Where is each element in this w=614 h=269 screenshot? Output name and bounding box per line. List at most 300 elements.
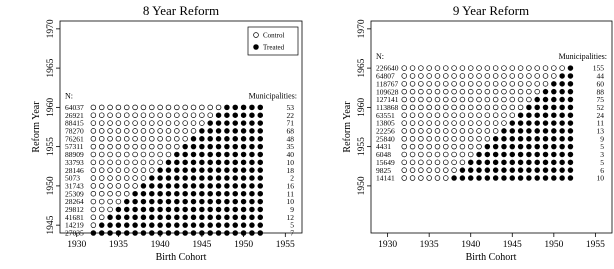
control-point bbox=[460, 144, 465, 149]
control-point bbox=[402, 121, 407, 126]
control-point bbox=[452, 160, 457, 165]
treated-point bbox=[199, 207, 204, 212]
treated-point bbox=[468, 176, 473, 181]
control-point bbox=[149, 105, 154, 110]
control-point bbox=[418, 89, 423, 94]
treated-point bbox=[568, 144, 573, 149]
control-point bbox=[191, 121, 196, 126]
municipalities-label: 2 bbox=[290, 173, 294, 183]
control-point bbox=[133, 183, 138, 188]
treated-point bbox=[551, 168, 556, 173]
control-point bbox=[493, 129, 498, 134]
control-point bbox=[452, 113, 457, 118]
treated-point bbox=[224, 129, 229, 134]
municipalities-label: 16 bbox=[286, 181, 294, 191]
treated-point bbox=[568, 129, 573, 134]
treated-point bbox=[233, 223, 238, 228]
control-point bbox=[485, 121, 490, 126]
treated-point bbox=[518, 168, 523, 173]
treated-point bbox=[224, 136, 229, 141]
control-point bbox=[543, 74, 548, 79]
treated-point bbox=[241, 113, 246, 118]
treated-point bbox=[158, 191, 163, 196]
control-point bbox=[418, 113, 423, 118]
treated-point bbox=[124, 207, 129, 212]
treated-point bbox=[133, 223, 138, 228]
control-point bbox=[158, 144, 163, 149]
control-point bbox=[91, 176, 96, 181]
control-point bbox=[427, 97, 432, 102]
treated-point bbox=[535, 113, 540, 118]
control-point bbox=[402, 74, 407, 79]
control-point bbox=[402, 105, 407, 110]
control-point bbox=[443, 74, 448, 79]
control-point bbox=[502, 105, 507, 110]
treated-point bbox=[208, 176, 213, 181]
treated-point bbox=[216, 223, 221, 228]
treated-point bbox=[568, 152, 573, 157]
control-point bbox=[452, 121, 457, 126]
treated-point bbox=[208, 121, 213, 126]
control-point bbox=[468, 97, 473, 102]
x-tick-label: 1930 bbox=[378, 240, 398, 250]
treated-point bbox=[560, 74, 565, 79]
control-point bbox=[435, 144, 440, 149]
n-label: 88415 bbox=[65, 118, 84, 128]
treated-point bbox=[535, 160, 540, 165]
control-point bbox=[124, 105, 129, 110]
treated-point bbox=[568, 176, 573, 181]
treated-point bbox=[460, 168, 465, 173]
control-point bbox=[91, 160, 96, 165]
x-tick-label: 1945 bbox=[502, 240, 522, 250]
treated-point bbox=[199, 191, 204, 196]
treated-point bbox=[250, 160, 255, 165]
municipalities-label: 68 bbox=[286, 126, 294, 136]
treated-point bbox=[141, 199, 146, 204]
control-point bbox=[99, 207, 104, 212]
treated-point bbox=[460, 176, 465, 181]
control-point bbox=[108, 176, 113, 181]
control-point bbox=[485, 129, 490, 134]
y-axis-label: Reform Year bbox=[342, 101, 353, 153]
control-point bbox=[485, 136, 490, 141]
control-point bbox=[477, 129, 482, 134]
treated-point bbox=[224, 215, 229, 220]
treated-point bbox=[174, 223, 179, 228]
control-point bbox=[477, 89, 482, 94]
treated-point bbox=[216, 152, 221, 157]
control-point bbox=[535, 66, 540, 71]
treated-point bbox=[224, 113, 229, 118]
control-point bbox=[418, 121, 423, 126]
control-point bbox=[174, 129, 179, 134]
control-point bbox=[133, 121, 138, 126]
control-point bbox=[526, 74, 531, 79]
control-point bbox=[443, 160, 448, 165]
treated-point bbox=[233, 121, 238, 126]
treated-point bbox=[208, 129, 213, 134]
treated-point bbox=[258, 129, 263, 134]
control-point bbox=[435, 121, 440, 126]
control-point bbox=[166, 144, 171, 149]
treated-point bbox=[199, 199, 204, 204]
treated-point bbox=[560, 97, 565, 102]
control-point bbox=[99, 144, 104, 149]
control-point bbox=[518, 74, 523, 79]
control-point bbox=[427, 66, 432, 71]
n-label: 28146 bbox=[65, 165, 84, 175]
control-point bbox=[452, 129, 457, 134]
treated-point bbox=[560, 113, 565, 118]
treated-point bbox=[149, 207, 154, 212]
municipalities-label: 10 bbox=[596, 173, 604, 183]
treated-point bbox=[149, 231, 154, 236]
control-point bbox=[493, 89, 498, 94]
treated-point bbox=[183, 168, 188, 173]
municipalities-label: 5 bbox=[600, 142, 604, 152]
treated-point bbox=[166, 223, 171, 228]
chart-title: 9 Year Reform bbox=[452, 3, 530, 18]
n-label: 64037 bbox=[65, 102, 84, 112]
municipalities-label: 10 bbox=[286, 197, 294, 207]
treated-point bbox=[191, 136, 196, 141]
control-point bbox=[91, 168, 96, 173]
treated-point bbox=[502, 168, 507, 173]
control-point bbox=[410, 113, 415, 118]
control-point bbox=[551, 66, 556, 71]
treated-point bbox=[518, 121, 523, 126]
control-point bbox=[502, 113, 507, 118]
treated-point bbox=[233, 168, 238, 173]
treated-point bbox=[191, 231, 196, 236]
control-point bbox=[166, 136, 171, 141]
treated-point bbox=[568, 66, 573, 71]
control-point bbox=[435, 89, 440, 94]
treated-point bbox=[551, 144, 556, 149]
control-point bbox=[510, 66, 515, 71]
control-point bbox=[149, 144, 154, 149]
treated-point bbox=[535, 176, 540, 181]
treated-point bbox=[568, 136, 573, 141]
treated-point bbox=[551, 136, 556, 141]
n-label: 25840 bbox=[376, 134, 395, 144]
treated-point bbox=[91, 231, 96, 236]
treated-point bbox=[199, 183, 204, 188]
treated-point bbox=[543, 168, 548, 173]
control-point bbox=[435, 152, 440, 157]
treated-point bbox=[543, 136, 548, 141]
treated-point bbox=[233, 136, 238, 141]
treated-point bbox=[133, 199, 138, 204]
control-point bbox=[108, 129, 113, 134]
treated-point bbox=[560, 136, 565, 141]
treated-point bbox=[526, 168, 531, 173]
control-point bbox=[99, 176, 104, 181]
treated-point bbox=[568, 113, 573, 118]
municipalities-label: 155 bbox=[592, 63, 604, 73]
treated-point bbox=[216, 121, 221, 126]
control-point bbox=[493, 81, 498, 86]
treated-point bbox=[543, 97, 548, 102]
control-point bbox=[460, 113, 465, 118]
control-point bbox=[116, 113, 121, 118]
control-point bbox=[452, 168, 457, 173]
treated-point bbox=[502, 160, 507, 165]
control-point bbox=[427, 176, 432, 181]
control-point bbox=[149, 121, 154, 126]
control-point bbox=[99, 215, 104, 220]
treated-point bbox=[224, 207, 229, 212]
control-point bbox=[526, 81, 531, 86]
control-point bbox=[418, 144, 423, 149]
control-point bbox=[191, 105, 196, 110]
treated-point bbox=[166, 199, 171, 204]
n-label: 29812 bbox=[65, 205, 84, 215]
treated-point bbox=[191, 199, 196, 204]
control-point bbox=[133, 152, 138, 157]
treated-point bbox=[174, 207, 179, 212]
control-point bbox=[418, 152, 423, 157]
control-point bbox=[410, 121, 415, 126]
n-label: 22256 bbox=[376, 126, 395, 136]
n-label: 33793 bbox=[65, 157, 84, 167]
control-point bbox=[99, 121, 104, 126]
treated-point bbox=[108, 215, 113, 220]
control-point bbox=[183, 129, 188, 134]
treated-point bbox=[485, 160, 490, 165]
treated-point bbox=[510, 168, 515, 173]
treated-point bbox=[216, 176, 221, 181]
control-point bbox=[435, 81, 440, 86]
treated-point bbox=[518, 144, 523, 149]
control-point bbox=[174, 136, 179, 141]
treated-point bbox=[224, 199, 229, 204]
control-point bbox=[108, 199, 113, 204]
control-point bbox=[526, 89, 531, 94]
n-label: 78270 bbox=[65, 126, 84, 136]
treated-point bbox=[535, 121, 540, 126]
treated-point bbox=[250, 136, 255, 141]
control-point bbox=[510, 97, 515, 102]
control-point bbox=[443, 136, 448, 141]
n-label: 31743 bbox=[65, 181, 84, 191]
treated-point bbox=[216, 113, 221, 118]
n-label: 14141 bbox=[376, 173, 395, 183]
control-point bbox=[443, 105, 448, 110]
treated-point bbox=[191, 152, 196, 157]
treated-point bbox=[108, 223, 113, 228]
treated-point bbox=[191, 144, 196, 149]
control-point bbox=[133, 105, 138, 110]
control-point bbox=[141, 136, 146, 141]
treated-point bbox=[241, 144, 246, 149]
treated-point bbox=[233, 215, 238, 220]
treated-point bbox=[183, 183, 188, 188]
control-point bbox=[91, 144, 96, 149]
control-point bbox=[191, 113, 196, 118]
control-point bbox=[493, 66, 498, 71]
treated-point bbox=[241, 223, 246, 228]
municipalities-label: 11 bbox=[286, 189, 294, 199]
control-point bbox=[108, 136, 113, 141]
treated-point bbox=[216, 231, 221, 236]
control-point bbox=[116, 129, 121, 134]
control-point bbox=[116, 168, 121, 173]
control-point bbox=[502, 121, 507, 126]
treated-point bbox=[233, 129, 238, 134]
treated-point bbox=[250, 215, 255, 220]
control-point bbox=[141, 121, 146, 126]
control-point bbox=[452, 89, 457, 94]
control-point bbox=[402, 113, 407, 118]
control-point bbox=[402, 136, 407, 141]
treated-point bbox=[116, 231, 121, 236]
control-point bbox=[99, 136, 104, 141]
treated-point bbox=[510, 136, 515, 141]
treated-point bbox=[199, 160, 204, 165]
n-label: 28264 bbox=[65, 197, 84, 207]
treated-point bbox=[543, 105, 548, 110]
control-point bbox=[510, 89, 515, 94]
treated-point bbox=[258, 152, 263, 157]
control-point bbox=[510, 81, 515, 86]
control-point bbox=[191, 129, 196, 134]
control-point bbox=[141, 129, 146, 134]
control-point bbox=[468, 105, 473, 110]
n-label: 127141 bbox=[376, 95, 399, 105]
treated-point bbox=[241, 168, 246, 173]
n-label: 27035 bbox=[65, 228, 84, 238]
control-point bbox=[477, 66, 482, 71]
control-point bbox=[99, 191, 104, 196]
treated-point bbox=[141, 231, 146, 236]
control-point bbox=[124, 168, 129, 173]
control-point bbox=[116, 160, 121, 165]
treated-point bbox=[141, 183, 146, 188]
treated-point bbox=[535, 97, 540, 102]
control-point bbox=[435, 105, 440, 110]
treated-point bbox=[551, 81, 556, 86]
control-point bbox=[174, 121, 179, 126]
treated-point bbox=[158, 223, 163, 228]
control-point bbox=[116, 183, 121, 188]
treated-point bbox=[174, 152, 179, 157]
municipalities-label: 5 bbox=[290, 220, 294, 230]
control-point bbox=[485, 89, 490, 94]
control-point bbox=[166, 152, 171, 157]
treated-point bbox=[493, 176, 498, 181]
treated-point bbox=[208, 199, 213, 204]
treated-point bbox=[216, 136, 221, 141]
control-point bbox=[427, 121, 432, 126]
control-point bbox=[485, 81, 490, 86]
control-point bbox=[502, 66, 507, 71]
treated-point bbox=[510, 176, 515, 181]
treated-point bbox=[560, 160, 565, 165]
y-tick-label: 1970 bbox=[46, 19, 56, 39]
control-point bbox=[452, 152, 457, 157]
control-point bbox=[443, 121, 448, 126]
n-label: 15649 bbox=[376, 157, 395, 167]
treated-point bbox=[468, 160, 473, 165]
treated-point bbox=[158, 183, 163, 188]
control-point bbox=[435, 176, 440, 181]
control-point bbox=[435, 97, 440, 102]
control-point bbox=[493, 105, 498, 110]
control-point bbox=[468, 152, 473, 157]
treated-point bbox=[133, 215, 138, 220]
control-point bbox=[402, 129, 407, 134]
treated-point bbox=[224, 121, 229, 126]
treated-point bbox=[241, 215, 246, 220]
control-point bbox=[460, 66, 465, 71]
treated-point bbox=[535, 136, 540, 141]
treated-point bbox=[241, 183, 246, 188]
treated-point bbox=[250, 207, 255, 212]
treated-point bbox=[241, 136, 246, 141]
treated-point bbox=[250, 121, 255, 126]
control-point bbox=[443, 176, 448, 181]
treated-point bbox=[250, 152, 255, 157]
treated-point bbox=[241, 191, 246, 196]
treated-point bbox=[485, 176, 490, 181]
control-point bbox=[443, 152, 448, 157]
control-point bbox=[208, 113, 213, 118]
control-point bbox=[91, 215, 96, 220]
treated-point bbox=[250, 113, 255, 118]
treated-point bbox=[493, 160, 498, 165]
treated-point bbox=[526, 144, 531, 149]
treated-point bbox=[543, 121, 548, 126]
control-point bbox=[116, 199, 121, 204]
control-point bbox=[427, 105, 432, 110]
control-point bbox=[91, 129, 96, 134]
treated-point bbox=[551, 121, 556, 126]
treated-point bbox=[518, 152, 523, 157]
treated-point bbox=[208, 191, 213, 196]
control-point bbox=[91, 113, 96, 118]
treated-point bbox=[258, 231, 263, 236]
municipalities-label: 7 bbox=[290, 228, 294, 238]
legend bbox=[248, 27, 298, 55]
control-point bbox=[460, 89, 465, 94]
x-tick-label: 1945 bbox=[192, 240, 212, 250]
control-point bbox=[108, 160, 113, 165]
control-point bbox=[443, 129, 448, 134]
treated-point bbox=[183, 144, 188, 149]
treated-point bbox=[518, 136, 523, 141]
treated-point bbox=[199, 152, 204, 157]
control-point bbox=[427, 152, 432, 157]
n-label: 9825 bbox=[376, 165, 391, 175]
control-point bbox=[410, 144, 415, 149]
n-label: 63551 bbox=[376, 110, 395, 120]
treated-point bbox=[208, 215, 213, 220]
municipalities-label: 12 bbox=[286, 212, 294, 222]
control-point bbox=[435, 66, 440, 71]
control-point bbox=[410, 81, 415, 86]
control-point bbox=[124, 183, 129, 188]
control-point bbox=[452, 97, 457, 102]
treated-point bbox=[493, 152, 498, 157]
control-point bbox=[435, 168, 440, 173]
control-point bbox=[535, 81, 540, 86]
treated-point bbox=[216, 183, 221, 188]
treated-point bbox=[208, 160, 213, 165]
control-point bbox=[149, 160, 154, 165]
control-point bbox=[418, 160, 423, 165]
